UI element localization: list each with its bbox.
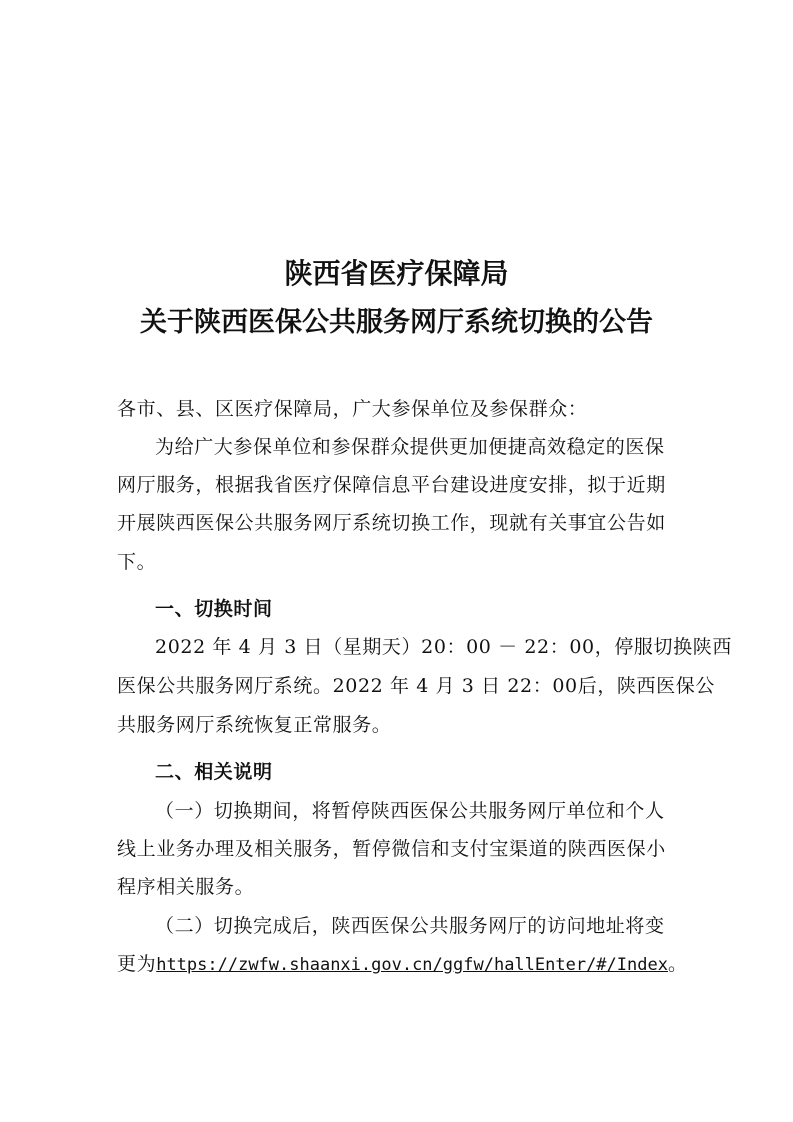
- section2-item1-line-3: 程序相关服务。: [117, 876, 255, 898]
- section2-item1-line-1: （一）切换期间，将暂停陕西医保公共服务网厅单位和个人: [155, 800, 665, 822]
- section-heading-notes: 二、相关说明: [155, 761, 273, 783]
- section1-line-2: 医保公共服务网厅系统。2022 年 4 月 3 日 22：00后，陕西医保公: [117, 675, 715, 697]
- section1-line-1: 2022 年 4 月 3 日（星期天）20：00 － 22：00，停服切换陕西: [155, 636, 732, 658]
- intro-line-3: 开展陕西医保公共服务网厅系统切换工作，现就有关事宜公告如: [117, 512, 666, 534]
- document-title-agency: 陕西省医疗保障局: [284, 257, 509, 290]
- section2-item2-line-1: （二）切换完成后，陕西医保公共服务网厅的访问地址将变: [155, 915, 665, 937]
- hall-url-link[interactable]: https://zwfw.shaanxi.gov.cn/ggfw/hallEnter/#/Index: [156, 955, 668, 975]
- section2-item1-line-2: 线上业务办理及相关服务，暂停微信和支付宝渠道的陕西医保小: [117, 838, 666, 860]
- intro-line-1: 为给广大参保单位和参保群众提供更加便捷高效稳定的医保: [155, 436, 665, 458]
- intro-line-2: 网厅服务，根据我省医疗保障信息平台建设进度安排，拟于近期: [117, 474, 666, 496]
- salutation: 各市、县、区医疗保障局，广大参保单位及参保群众：: [117, 398, 588, 420]
- section1-line-3: 共服务网厅系统恢复正常服务。: [117, 714, 392, 736]
- address-suffix: 。: [667, 953, 688, 975]
- intro-line-4: 下。: [117, 551, 157, 573]
- address-prefix: 更为: [117, 953, 157, 975]
- document-title-subject: 关于陕西医保公共服务网厅系统切换的公告: [140, 307, 653, 338]
- section2-item2-line-2: [117, 951, 688, 978]
- section-heading-switch-time: 一、切换时间: [155, 598, 273, 620]
